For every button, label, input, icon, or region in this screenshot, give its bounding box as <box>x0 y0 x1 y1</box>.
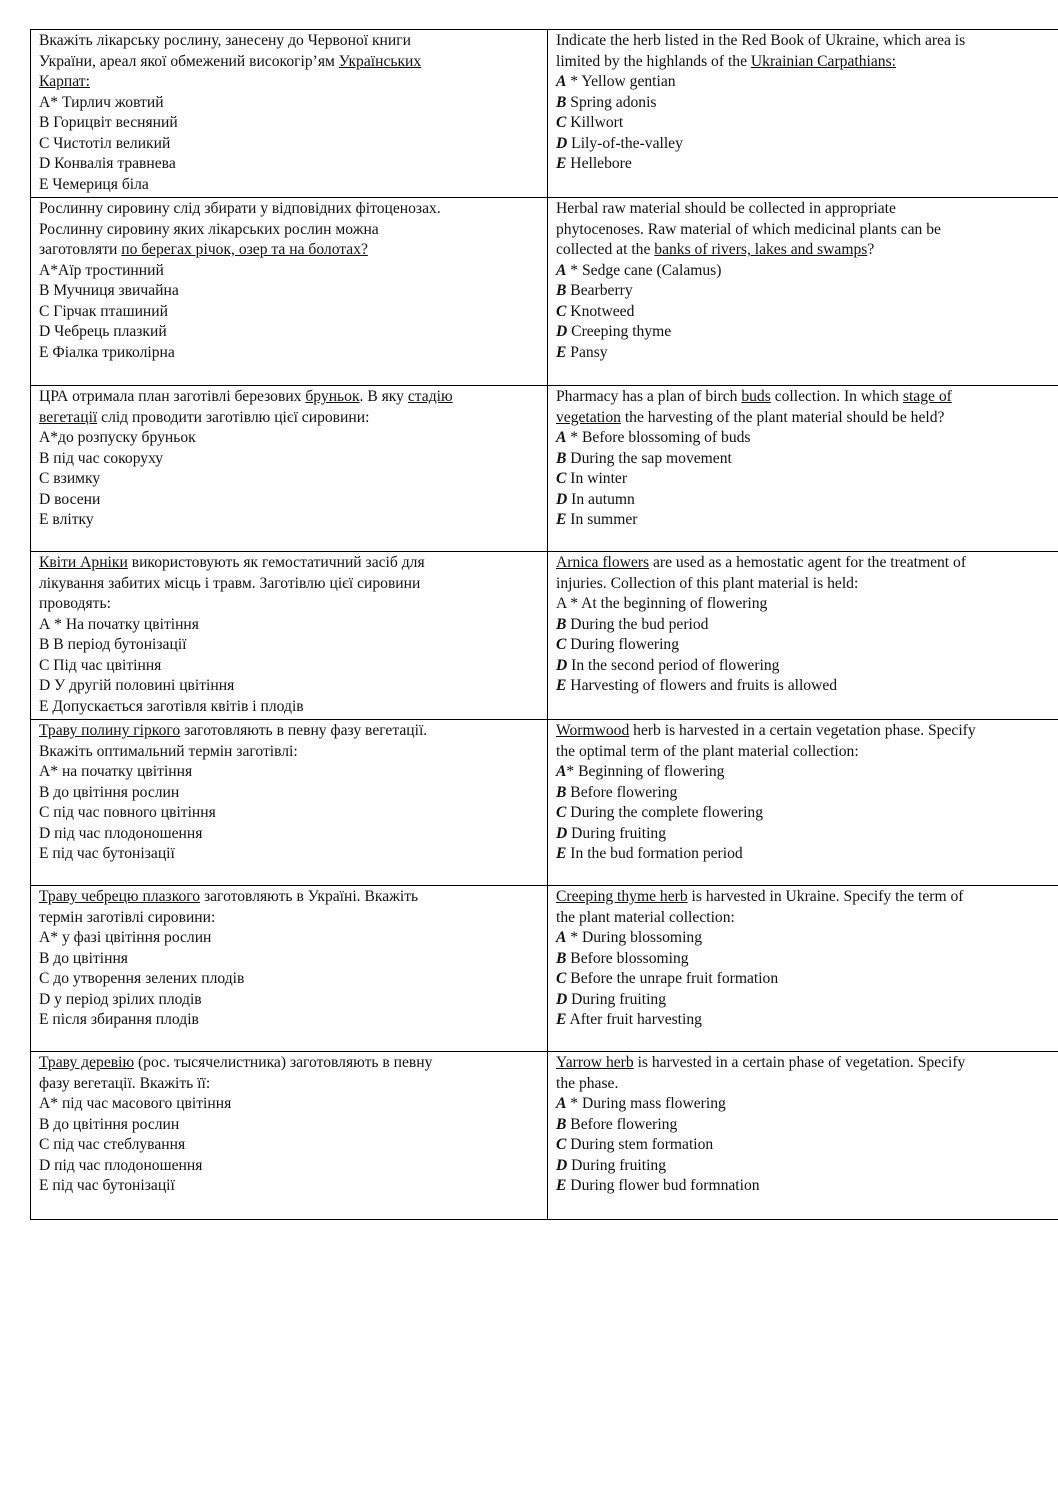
answer-option: B Spring adonis <box>556 93 657 111</box>
english-question-cell <box>548 1052 1058 1220</box>
answer-option: В В період бутонізації <box>39 636 187 653</box>
answer-option: В Горицвіт весняний <box>39 114 178 131</box>
answer-option: А* у фазі цвітіння рослин <box>39 929 212 946</box>
answer-option: E After fruit harvesting <box>556 1011 702 1028</box>
answer-option: В до цвітіння рослин <box>39 1115 180 1133</box>
answer-option: В до цвітіння <box>39 949 128 967</box>
underlined-phrase: buds <box>741 388 771 405</box>
underlined-phrase: Wormwood <box>556 722 630 739</box>
question-text-line: phytocenoses. Raw material of which medicinal plants can be <box>556 220 941 238</box>
underlined-phrase: Траву деревію <box>39 1054 135 1071</box>
underlined-phrase: Ukrainian Carpathians: <box>750 52 896 70</box>
answer-option: D Lily-of-the-valley <box>556 134 683 152</box>
answer-option: E Harvesting of flowers and fruits is allowed <box>556 677 838 694</box>
question-text-line: фазу вегетації. Вкажіть її: <box>39 1074 211 1092</box>
answer-option: E In summer <box>556 511 638 528</box>
question-text-line: Indicate the herb listed in the Red Book of Ukraine, which area is <box>556 32 966 49</box>
answer-option: С під час стеблування <box>39 1136 186 1153</box>
english-question-cell <box>548 886 1058 1052</box>
answer-option: E In the bud formation period <box>556 845 743 862</box>
question-text-line: injuries. Collection of this plant material is held: <box>556 574 859 592</box>
answer-option: В Мучниця звичайна <box>39 282 179 299</box>
underlined-phrase: banks of rivers, lakes and swamps <box>654 241 868 258</box>
answer-option: E Pansy <box>556 343 608 361</box>
table-row <box>31 198 1058 386</box>
question-text-line: the plant material collection: <box>556 908 735 926</box>
answer-option: Е влітку <box>39 511 94 528</box>
question-text-line: Рослинну сировину слід збирати у відповідних фітоценозах. <box>39 200 441 217</box>
underlined-phrase: по берегах річок, озер та на болотах? <box>121 241 368 258</box>
answer-option: Е під час бутонізації <box>39 845 175 862</box>
answer-option: D Creeping thyme <box>556 323 672 340</box>
answer-option: E During flower bud formnation <box>556 1177 760 1194</box>
answer-option: D У другій половині цвітіння <box>39 677 235 694</box>
ukrainian-question-cell <box>31 386 548 552</box>
question-text-line: Вкажіть оптимальний термін заготівлі: <box>39 742 298 760</box>
underlined-phrase: Yarrow herb <box>556 1054 634 1071</box>
question-text-line: the phase. <box>556 1074 619 1092</box>
question-text-line: Pharmacy has a plan of birch buds collection. In which stage of <box>556 388 952 405</box>
question-text-line: Arnica flowers are used as a hemostatic agent for the treatment of <box>556 554 967 571</box>
question-text-line: Wormwood herb is harvested in a certain vegetation phase. Specify <box>556 722 976 739</box>
underlined-phrase: вегетації <box>39 408 98 426</box>
answer-option: С Під час цвітіння <box>39 656 162 674</box>
question-text-line: України, ареал якої обмежений високогір’ям Українських <box>39 52 422 70</box>
answer-option: A * Sedge cane (Calamus) <box>556 261 722 279</box>
answer-option: В під час сокоруху <box>39 449 164 467</box>
answer-option: D In the second period of flowering <box>556 656 780 674</box>
answer-option: E Hellebore <box>556 155 632 172</box>
answer-option: D Чебрець плазкий <box>39 323 167 340</box>
answer-option: B Bearberry <box>556 282 633 299</box>
answer-option: Е Чемериця біла <box>39 175 149 193</box>
answer-option: С до утворення зелених плодів <box>39 970 245 987</box>
answer-option: A * Before blossoming of buds <box>556 429 751 446</box>
answer-option: A * At the beginning of flowering <box>556 595 768 612</box>
underlined-phrase: Квіти Арніки <box>39 554 128 571</box>
ukrainian-question-cell <box>31 552 548 720</box>
answer-option: C During the complete flowering <box>556 804 764 821</box>
answer-option: C Killwort <box>556 114 624 131</box>
english-question-cell <box>548 198 1058 386</box>
answer-option: C During flowering <box>556 636 680 653</box>
answer-option: С Гірчак пташиний <box>39 302 168 320</box>
underlined-phrase: стадію <box>407 388 453 405</box>
answer-option: A* Beginning of flowering <box>556 763 725 780</box>
english-question-cell <box>548 720 1058 886</box>
question-text-line: Траву чебрецю плазкого заготовляють в Україні. Вкажіть <box>39 888 419 905</box>
answer-option: А* під час масового цвітіння <box>39 1095 232 1112</box>
underlined-phrase: Arnica flowers <box>556 554 650 571</box>
answer-option: B During the sap movement <box>556 449 732 467</box>
ukrainian-question-cell <box>31 886 548 1052</box>
question-text-line: лікування забитих місць і травм. Заготівлю цієї сировини <box>39 574 421 592</box>
question-text-line: limited by the highlands of the Ukrainian Carpathians: <box>556 52 896 70</box>
answer-option: B Before flowering <box>556 783 678 801</box>
underlined-phrase: Українських <box>338 52 422 70</box>
answer-option: C Before the unrape fruit formation <box>556 970 779 987</box>
answer-option: C In winter <box>556 470 628 487</box>
underlined-phrase: Траву полину гіркого <box>39 722 181 739</box>
question-text-line: vegetation the harvesting of the plant material should be held? <box>556 408 945 426</box>
answer-option: A * During mass flowering <box>556 1095 726 1112</box>
answer-option: А*до розпуску бруньок <box>39 429 196 446</box>
answer-option: B Before blossoming <box>556 949 689 967</box>
table-row <box>31 30 1058 198</box>
question-text-line: Вкажіть лікарську рослину, занесену до Червоної книги <box>39 32 411 49</box>
question-text-line: Creeping thyme herb is harvested in Ukraine. Specify the term of <box>556 888 964 905</box>
underlined-phrase: Траву чебрецю плазкого <box>39 888 201 905</box>
underlined-phrase: vegetation <box>556 408 621 426</box>
table-row <box>31 720 1058 886</box>
question-text-line: Yarrow herb is harvested in a certain phase of vegetation. Specify <box>556 1054 966 1071</box>
answer-option: Е Допускається заготівля квітів і плодів <box>39 697 304 715</box>
answer-option: C During stem formation <box>556 1136 714 1153</box>
answer-option: D під час плодоношення <box>39 1156 203 1174</box>
answer-option: D During fruiting <box>556 990 667 1008</box>
answer-option: D Конвалія травнева <box>39 155 176 172</box>
table-row <box>31 552 1058 720</box>
underlined-phrase: бруньок <box>305 388 360 405</box>
question-text-line: вегетації слід проводити заготівлю цієї сировини: <box>39 408 370 426</box>
answer-option: A * During blossoming <box>556 929 702 946</box>
answer-option: D In autumn <box>556 490 635 508</box>
answer-option: С Чистотіл великий <box>39 134 171 152</box>
answer-option: D восени <box>39 490 101 508</box>
ukrainian-question-cell <box>31 30 548 198</box>
underlined-phrase: stage of <box>902 388 952 405</box>
ukrainian-question-cell <box>31 198 548 386</box>
answer-option: D During fruiting <box>556 1156 667 1174</box>
ukrainian-question-cell <box>31 720 548 886</box>
answer-option: B During the bud period <box>556 615 709 633</box>
question-text-line: collected at the banks of rivers, lakes and swamps? <box>556 241 875 258</box>
answer-option: С під час повного цвітіння <box>39 804 216 821</box>
answer-option: Е під час бутонізації <box>39 1177 175 1194</box>
answer-option: А*Аїр тростинний <box>39 261 164 279</box>
answer-option: C Knotweed <box>556 302 635 320</box>
english-question-cell <box>548 30 1058 198</box>
english-question-cell <box>548 386 1058 552</box>
question-text-line: Карпат: <box>39 73 90 90</box>
answer-option: Е Фіалка триколірна <box>39 343 175 361</box>
answer-option: D у період зрілих плодів <box>39 990 202 1008</box>
question-text-line: Рослинну сировину яких лікарських рослин можна <box>39 220 379 238</box>
question-text-line: заготовляти по берегах річок, озер та на болотах? <box>39 241 368 258</box>
question-text-line: Траву полину гіркого заготовляють в певну фазу вегетації. <box>39 722 428 739</box>
question-text-line: Herbal raw material should be collected in appropriate <box>556 200 896 217</box>
table-row <box>31 1052 1058 1220</box>
question-text-line: Траву деревію (рос. тысячелистника) заготовляють в певну <box>39 1054 433 1071</box>
question-text-line: Квіти Арніки використовують як гемостатичний засіб для <box>39 554 425 571</box>
question-text-line: ЦРА отримала план заготівлі березових бруньок. В яку стадію <box>39 388 453 405</box>
question-text-line: the optimal term of the plant material collection: <box>556 742 859 760</box>
answer-option: С взимку <box>39 470 101 487</box>
answer-option: A * Yellow gentian <box>556 73 676 90</box>
answer-option: А* на початку цвітіння <box>39 763 193 780</box>
ukrainian-question-cell <box>31 1052 548 1220</box>
answer-option: А * На початку цвітіння <box>39 615 199 633</box>
answer-option: А* Тирлич жовтий <box>39 93 164 111</box>
underlined-phrase: Creeping thyme herb <box>556 888 688 905</box>
bilingual-question-table <box>30 29 1058 1220</box>
question-text-line: проводять: <box>39 595 111 612</box>
question-text-line: термін заготівлі сировини: <box>39 908 216 926</box>
answer-option: D під час плодоношення <box>39 824 203 842</box>
answer-option: Е після збирання плодів <box>39 1011 199 1028</box>
table-row <box>31 886 1058 1052</box>
answer-option: B Before flowering <box>556 1115 678 1133</box>
answer-option: В до цвітіння рослин <box>39 783 180 801</box>
answer-option: D During fruiting <box>556 824 667 842</box>
table-row <box>31 386 1058 552</box>
english-question-cell <box>548 552 1058 720</box>
